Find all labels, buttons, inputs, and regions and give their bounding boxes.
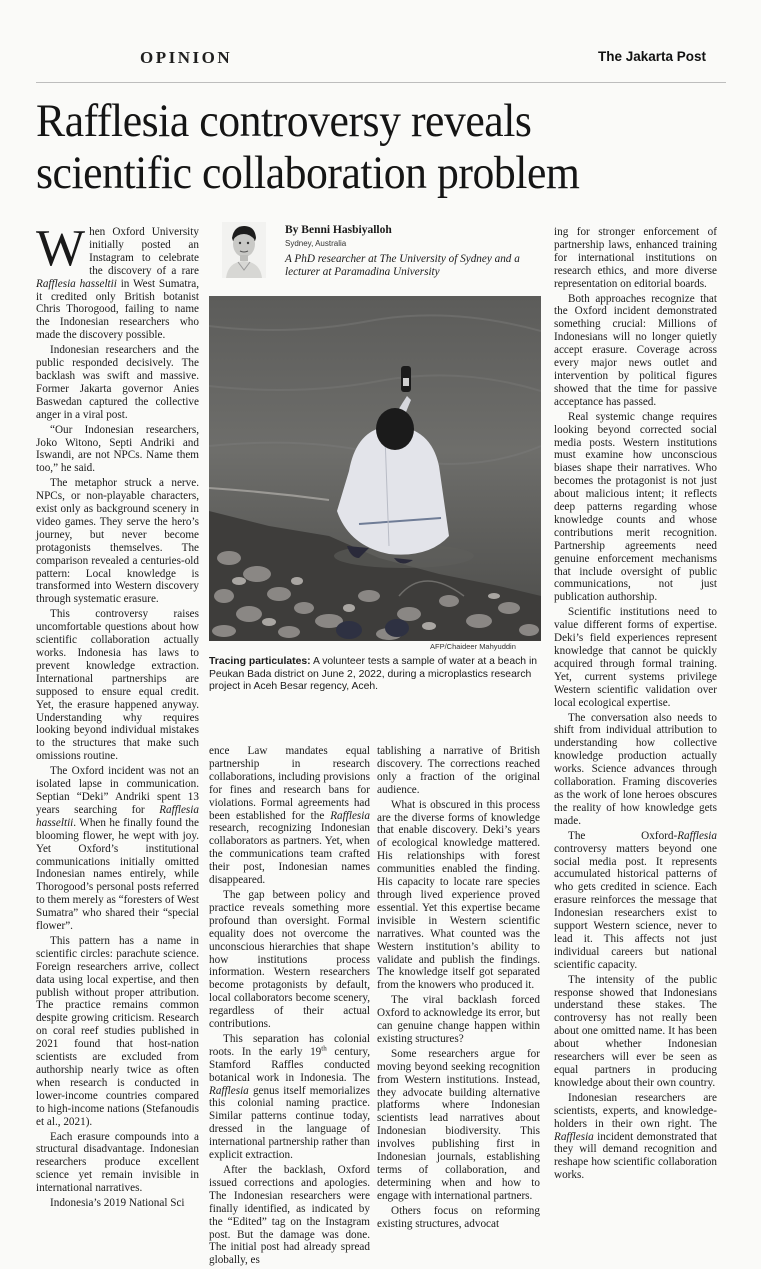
paragraph-11 (209, 1033, 370, 1162)
p11-text-c: genus itself memorializes this colonial naming practice. Similar patterns continue today, dressed in the language of international partnership rather than explicit extraction. (209, 1084, 370, 1162)
drop-cap: W (36, 220, 86, 277)
column-4 (554, 226, 717, 1184)
paragraph-2: Indonesian researchers and the public responded decisively. The backlash was swift and massive. Former Jakarta governor Anies Baswedan captured the collective anger in a viral post. (36, 344, 199, 421)
paragraph-22: The intensity of the public response showed that Indonesians understand these stakes. The controversy has not really been about one omitted name. It has been about whether Indonesian researchers will ever be seen as equal partners in producing knowledge about their own country. (554, 973, 717, 1089)
paragraph-1 (36, 220, 199, 342)
p11-genus: Rafflesia (209, 1084, 249, 1097)
column-1 (36, 220, 199, 1212)
p21-text-b: controversy matters beyond one social media post. It represents accumulated historical patterns of who gets credited in science. Each erasure reinforces the message that Indonesian researchers exist to support Western science, never to lead it. This affects not just individual careers but national scientific capacity. (554, 842, 717, 971)
p1-species: Rafflesia hasseltii (36, 277, 117, 290)
p1-text-b: in West Sumatra, it credited only British botanist Chris Thorogood, failing to name the Indonesian researchers who made the discovery possible. (36, 277, 199, 342)
paragraph-8: Each erasure compounds into a structural disadvantage. Indonesian researchers produce excellent science yet remain invisible in international narratives. (36, 1130, 199, 1195)
byline-description: A PhD researcher at The University of Sydney and a lecturer at Paramadina University (285, 253, 520, 278)
paragraph-13: What is obscured in this process are the diverse forms of knowledge that enable discovery. Deki’s years of ecological knowledge mattered. His relationships with forest communities enabled the finding. His capacity to locate rare species through lived experience proved essential. Yet this expertise became invisible in Western scientific narratives. What counted was the Western institution’s ability to validate and publish the findings. The knowledge itself got separated from the knowers who produced it. (377, 798, 540, 992)
paragraph-10: The gap between policy and practice reveals something more profound than oversight. Formal equality does not overcome the unconscious hierarchies that shape how institutions process information. Western researchers become protagonists by default, local collaborators become scenery, regardless of their actual contributions. (209, 888, 370, 1031)
paragraph-15: Some researchers argue for moving beyond seeking recognition from Western institutions. Instead, they advocate building alternative platforms where Indonesian scientists lead narratives about Indonesian biodiversity. This involves publishing first in Indonesian journals, establishing terms of collaboration, and determining when and how to engage with international partners. (377, 1047, 540, 1202)
paragraph-4: The metaphor struck a nerve. NPCs, or non-playable characters, exist only as background scenery in video games. They serve the hero’s journey, but never become protagonists themselves. The comparison revealed a centuries-old pattern: Local knowledge is transformed into Western discovery through systematic erasure. (36, 477, 199, 606)
paragraph-19: Scientific institutions need to value different forms of expertise. Deki’s field experiences represent knowledge that cannot be quickly acquired through formal training. Yet, current systems privilege Western scientific validation over local ecological expertise. (554, 606, 717, 709)
paragraph-14: The viral backlash forced Oxford to acknowledge its error, but can genuine change happen within existing structures? (377, 994, 540, 1045)
paragraph-16-cont: ing for stronger enforcement of partnership laws, enhanced training for international institutions on research ethics, and more diverse representation on editorial boards. (554, 226, 717, 290)
header-rule (36, 82, 726, 83)
article-photo (209, 296, 541, 641)
paragraph-23 (554, 1092, 717, 1182)
p23-text-b: incident demonstrated that they will demand recognition and reshape how scientific collaboration works. (554, 1130, 717, 1182)
caption-title: Tracing particulates: (209, 656, 311, 667)
p9-genus: Rafflesia (330, 809, 370, 822)
headline-line-2: scientific collaboration problem (36, 147, 580, 199)
byline-location: Sydney, Australia (285, 239, 347, 248)
p11-sup: th (321, 1044, 327, 1053)
byline-author: By Benni Hasbiyalloh (285, 224, 392, 236)
paragraph-18: Real systemic change requires looking beyond corrected social media posts. Western institutions must examine how unconscious biases shape their narratives. Who becomes the protagonist is not just about malicious intent; it reflects deep patterns regarding whose knowledge counts and whose contributions merit recognition. Partnership agreements need genuine enforcement mechanisms that include oversight of public communications, not just publication authorship. (554, 410, 717, 604)
p23-text-a: Indonesian researchers are scientists, experts, and knowledge-holders in their own right. The (554, 1091, 717, 1130)
paragraph-12: After the backlash, Oxford issued corrections and apologies. The Indonesian researchers were finally identified, as indicated by the “Edited” tag on the Instagram post. But the damage was done. The initial post had already spread globally, es (209, 1164, 370, 1267)
p9-text-b: ence Law mandates equal partnership in research collaborations, including provisions for fines and research bans for violations. Formal agreements had been established for the (209, 745, 370, 822)
p21-genus: Rafflesia (677, 829, 717, 842)
p6-text-a: The Oxford incident was not an isolated lapse in communication. Septian “Deki” Andriki spent 13 years searching for (36, 765, 199, 816)
photo-credit: AFP/Chaideer Mahyuddin (430, 642, 516, 651)
paragraph-5: This controversy raises uncomfortable questions about how scientific collaboration actually works. Indonesia has laws to prevent knowledge extraction. International partnerships are supposed to ensure equal credit. Yet, the erasure happened anyway. Understanding why requires looking beyond individual mistakes to the structures that make such omissions routine. (36, 608, 199, 763)
p21-text-a: The Oxford- (568, 829, 678, 842)
headline (36, 95, 687, 199)
p23-genus: Rafflesia (554, 1130, 594, 1143)
paragraph-9-start: Indonesia’s 2019 National Sci (50, 1197, 185, 1210)
paragraph-6 (36, 765, 199, 933)
p1-text-a: hen Oxford University initially posted an Instagram to celebrate the discovery of a rare (89, 226, 199, 277)
paragraph-17: Both approaches recognize that the Oxford incident demonstrated something crucial: Millions of Indonesians will no longer quietly accept erasure. Coverage across every major news outlet and intervention by political figures showed that the time for passive acceptance has passed. (554, 292, 717, 408)
paragraph-12-cont: tablishing a narrative of British discovery. The corrections reached only a fraction of the original audience. (377, 745, 540, 796)
p11-text-a: This separation has colonial roots. In the early 19 (209, 1032, 370, 1058)
p6-text-b: . When he finally found the blooming flower, he wept with joy. Yet Oxford’s institutional communications initially omitted Indonesian names entirely, while Thorogood’s personal posts referred to them merely as “foresters of West Sumatra” who shared their “special flower”. (36, 816, 199, 933)
paragraph-21 (554, 830, 717, 972)
section-label: OPINION (140, 48, 233, 67)
column-2 (209, 745, 370, 1269)
paragraph-16: Others focus on reforming existing structures, advocat (377, 1204, 540, 1230)
paragraph-9-cont (209, 745, 370, 887)
author-portrait (222, 222, 266, 278)
masthead-logo: The Jakarta Post (598, 49, 707, 64)
p11-text-b: century, Stamford Raffles conducted botanical work in Indonesia. The (209, 1045, 370, 1084)
headline-line-1: Rafflesia controversy reveals (36, 95, 532, 147)
column-3 (377, 745, 540, 1233)
paragraph-7: This pattern has a name in scientific circles: parachute science. Foreign researchers arrive, collect data using local expertise, and then publish without proper attribution. The practice remains common despite growing criticism. Research on coral reef studies published in 2021 found that host-nation scientists are excluded from authorship nearly twice as often when research is conducted in lower-income countries compared to high-income nations (Stefanoudis et al., 2021). (36, 934, 199, 1128)
photo-caption (209, 656, 541, 694)
p6-species: Rafflesia hasseltii (36, 803, 199, 829)
p9-text-c: research, recognizing Indonesian collaborators as partners. Yet, when the communications team crafted their post, Indonesian names disappeared. (209, 822, 370, 887)
paragraph-3: “Our Indonesian researchers, Joko Witono, Septi Andriki and Iswandi, are not NPCs. Name them too,” he said. (36, 423, 199, 475)
caption-text: A volunteer tests a sample of water at a beach in Peukan Bada district on June 2, 2022, during a microplastics research project in Aceh Besar regency, Aceh. (209, 656, 538, 693)
paragraph-20: The conversation also needs to shift from individual attribution to understanding how collective knowledge production actually works. Science advances through collaboration. Framing discoveries as the work of lone heroes obscures the reality of how knowledge gets made. (554, 711, 717, 827)
